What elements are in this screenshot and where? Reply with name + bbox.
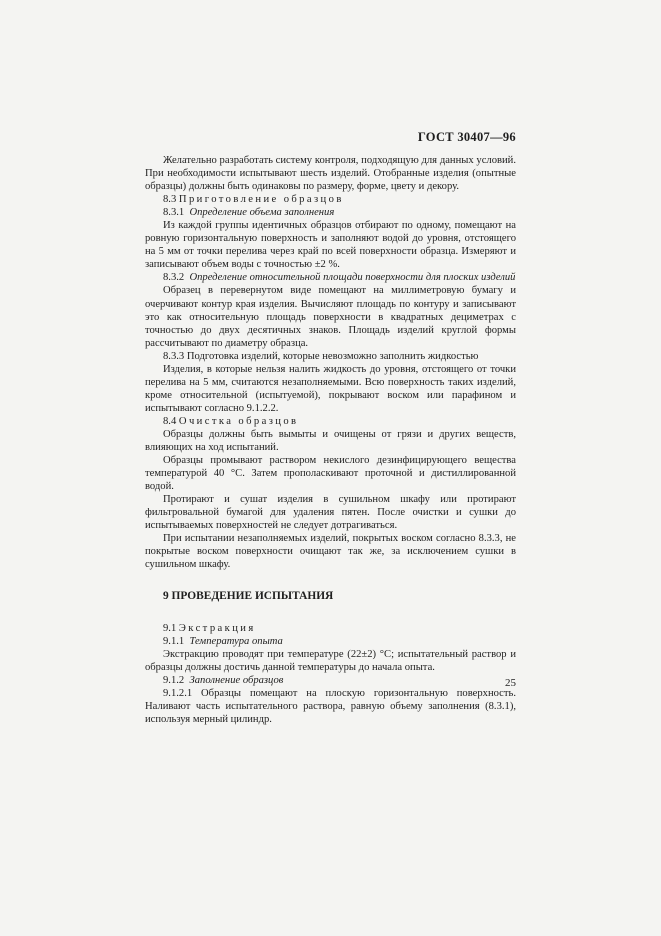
section-number: 8.3.1 xyxy=(163,207,185,219)
paragraph-waxed-items: При испытании незаполняемых изделий, покрытых воском согласно 8.3.3, не покрытые воском поверхности очищают так же, за исключением сушки в сушильном шкафу. xyxy=(145,533,516,571)
section-number: 9.1 xyxy=(163,622,177,634)
section-8-3-heading xyxy=(145,193,516,206)
section-9-1-2-heading xyxy=(145,674,516,687)
section-number: 9.1.1 xyxy=(163,635,185,647)
section-number: 8.3 xyxy=(163,194,177,206)
section-title: Экстракция xyxy=(178,622,256,634)
paragraph-cleaning-requirement: Образцы должны быть вымыты и очищены от грязи и других веществ, влияющих на ход испытаний. xyxy=(145,428,516,454)
section-9-1-heading xyxy=(145,622,516,635)
page-number: 25 xyxy=(505,677,516,689)
paragraph-filling-samples: 9.1.2.1 Образцы помещают на плоскую горизонтальную поверхность. Наливают часть испытательного раствора, равную объему заполнения (8.3.1), используя мерный цилиндр. xyxy=(145,687,516,725)
section-title: Заполнение образцов xyxy=(189,674,284,686)
section-title: Определение относительной площади поверхности для плоских изделий xyxy=(189,272,516,284)
document-body xyxy=(145,154,516,726)
section-8-4-heading xyxy=(145,415,516,428)
section-title: Определение объема заполнения xyxy=(189,207,335,219)
paragraph-washing: Образцы промывают раствором некислого дезинфицирующего вещества температурой 40 °С. Затем прополаскивают проточной и дистиллированной водой. xyxy=(145,455,516,493)
paragraph-fill-volume: Из каждой группы идентичных образцов отбирают по одному, помещают на ровную горизонтальную поверхность и заполняют водой до уровня, отстоящего на 5 мм от точки перелива через край по всей поверхности образца. Измеряют и записывают объем воды с точностью ±2 %. xyxy=(145,220,516,271)
section-9-1-1-heading xyxy=(145,635,516,648)
section-title: Очистка образцов xyxy=(178,415,299,427)
section-8-3-1-heading xyxy=(145,206,516,219)
document-code-header: ГОСТ 30407—96 xyxy=(417,130,516,144)
section-number: 8.4 xyxy=(163,415,177,427)
paragraph-unfillable-items: Изделия, в которые нельзя налить жидкость до уровня, отстоящего от точки перелива на 5 мм, считаются незаполняемыми. Всю поверхность таких изделий, кроме относительной (испытуемой), покрывают воском или парафином и испытывают согласно 9.1.2.2. xyxy=(145,363,516,414)
chapter-9-heading: 9 ПРОВЕДЕНИЕ ИСПЫТАНИЯ xyxy=(163,589,334,602)
section-8-3-3-heading: 8.3.3 Подготовка изделий, которые невозможно заполнить жидкостью xyxy=(163,350,479,362)
paragraph-extraction-temperature: Экстракцию проводят при температуре (22±2) °С; испытательный раствор и образцы должны достичь данной температуры до начала опыта. xyxy=(145,648,516,673)
paragraph-drying: Протирают и сушат изделия в сушильном шкафу или протирают фильтровальной бумагой для удаления пятен. После очистки и сушки до испытываемых поверхностей не следует дотрагиваться. xyxy=(145,494,516,532)
section-title: Приготовление образцов xyxy=(178,194,344,206)
paragraph-surface-area: Образец в перевернутом виде помещают на миллиметровую бумагу и очерчивают контур края изделия. Вычисляют площадь по контуру и записывают это как относительную площадь поверхности в квадратных дециметрах с точностью до двух десятичных знаков. Площадь изделий круглой формы рассчитывают по диаметру образца. xyxy=(145,285,516,349)
section-number: 8.3.2 xyxy=(163,272,185,284)
section-number: 9.1.2 xyxy=(163,674,185,686)
section-title: Температура опыта xyxy=(189,635,283,647)
paragraph-control-system: Желательно разработать систему контроля, подходящую для данных условий. При необходимости испытывают шесть изделий. Отобранные изделия (опытные образцы) должны быть одинаковы по размеру, форме, цвету и декору. xyxy=(145,155,516,193)
section-8-3-2-heading xyxy=(145,271,516,284)
